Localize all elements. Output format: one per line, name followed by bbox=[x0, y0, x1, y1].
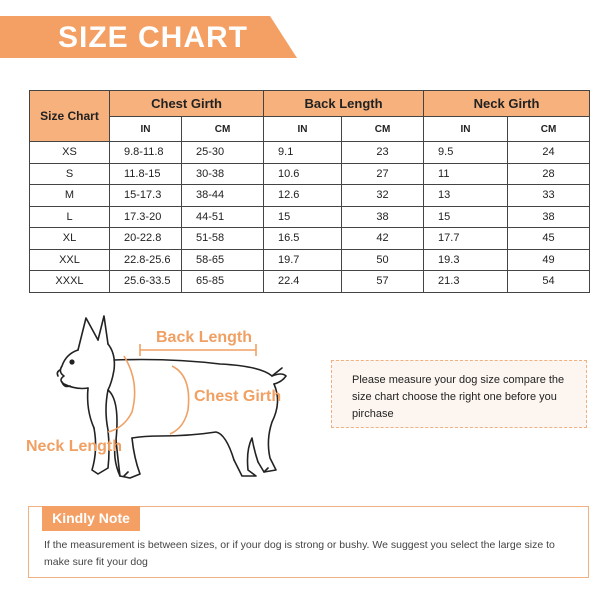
neck-cm-cell: 49 bbox=[508, 249, 590, 271]
back-in-cell: 15 bbox=[264, 206, 342, 228]
size-label: XL bbox=[30, 228, 110, 250]
chest-cm-cell: 44-51 bbox=[182, 206, 264, 228]
unit-cell: CM bbox=[182, 117, 264, 142]
unit-cell: IN bbox=[264, 117, 342, 142]
size-label: L bbox=[30, 206, 110, 228]
chest-cm-cell: 58-65 bbox=[182, 249, 264, 271]
neck-in-cell: 11 bbox=[424, 163, 508, 185]
chest-in-cell: 15-17.3 bbox=[110, 185, 182, 207]
chest-in-cell: 11.8-15 bbox=[110, 163, 182, 185]
kindly-note-title: Kindly Note bbox=[42, 506, 140, 531]
chest-cm-cell: 38-44 bbox=[182, 185, 264, 207]
table-row bbox=[30, 185, 590, 207]
neck-cm-cell: 28 bbox=[508, 163, 590, 185]
back-in-cell: 19.7 bbox=[264, 249, 342, 271]
back-cm-cell: 57 bbox=[342, 271, 424, 293]
size-chart-table bbox=[29, 90, 590, 293]
chest-cm-cell: 25-30 bbox=[182, 142, 264, 164]
chest-cm-cell: 30-38 bbox=[182, 163, 264, 185]
chest-in-cell: 9.8-11.8 bbox=[110, 142, 182, 164]
back-in-cell: 12.6 bbox=[264, 185, 342, 207]
size-label: XXXL bbox=[30, 271, 110, 293]
back-in-cell: 16.5 bbox=[264, 228, 342, 250]
neck-cm-cell: 45 bbox=[508, 228, 590, 250]
chest-in-cell: 22.8-25.6 bbox=[110, 249, 182, 271]
unit-cell: CM bbox=[342, 117, 424, 142]
chest-cm-cell: 65-85 bbox=[182, 271, 264, 293]
table-row bbox=[30, 206, 590, 228]
chest-girth-label: Chest Girth bbox=[194, 388, 282, 405]
unit-cell: IN bbox=[110, 117, 182, 142]
back-in-cell: 22.4 bbox=[264, 271, 342, 293]
back-in-cell: 9.1 bbox=[264, 142, 342, 164]
neck-in-cell: 17.7 bbox=[424, 228, 508, 250]
table-row bbox=[30, 249, 590, 271]
chest-in-cell: 20-22.8 bbox=[110, 228, 182, 250]
neck-cm-cell: 24 bbox=[508, 142, 590, 164]
unit-cell: CM bbox=[508, 117, 590, 142]
back-cm-cell: 32 bbox=[342, 185, 424, 207]
size-chart-corner: Size Chart bbox=[30, 91, 110, 142]
header-back-length: Back Length bbox=[264, 91, 424, 117]
table-row bbox=[30, 163, 590, 185]
table-row bbox=[30, 228, 590, 250]
unit-cell: IN bbox=[424, 117, 508, 142]
back-cm-cell: 27 bbox=[342, 163, 424, 185]
chest-in-cell: 25.6-33.5 bbox=[110, 271, 182, 293]
size-label: M bbox=[30, 185, 110, 207]
neck-in-cell: 21.3 bbox=[424, 271, 508, 293]
table-header-row bbox=[30, 91, 590, 117]
header-chest-girth: Chest Girth bbox=[110, 91, 264, 117]
measure-notice: Please measure your dog size compare the size chart choose the right one before you pirchase bbox=[331, 360, 587, 428]
neck-length-label: Neck Length bbox=[26, 438, 123, 455]
neck-in-cell: 13 bbox=[424, 185, 508, 207]
size-label: S bbox=[30, 163, 110, 185]
neck-in-cell: 9.5 bbox=[424, 142, 508, 164]
kindly-note-text: If the measurement is between sizes, or if your dog is strong or bushy. We suggest you select the large size to make sure fit your dog bbox=[44, 539, 555, 568]
page-title: SIZE CHART bbox=[58, 21, 248, 54]
table-row bbox=[30, 271, 590, 293]
back-cm-cell: 42 bbox=[342, 228, 424, 250]
back-cm-cell: 38 bbox=[342, 206, 424, 228]
size-label: XXL bbox=[30, 249, 110, 271]
header-neck-girth: Neck Girth bbox=[424, 91, 590, 117]
neck-cm-cell: 38 bbox=[508, 206, 590, 228]
back-in-cell: 10.6 bbox=[264, 163, 342, 185]
neck-in-cell: 19.3 bbox=[424, 249, 508, 271]
chest-in-cell: 17.3-20 bbox=[110, 206, 182, 228]
back-length-label: Back Length bbox=[156, 329, 253, 346]
table-row bbox=[30, 142, 590, 164]
size-label: XS bbox=[30, 142, 110, 164]
neck-cm-cell: 33 bbox=[508, 185, 590, 207]
back-cm-cell: 50 bbox=[342, 249, 424, 271]
neck-cm-cell: 54 bbox=[508, 271, 590, 293]
chest-cm-cell: 51-58 bbox=[182, 228, 264, 250]
neck-in-cell: 15 bbox=[424, 206, 508, 228]
back-cm-cell: 23 bbox=[342, 142, 424, 164]
table-unit-row bbox=[30, 117, 590, 142]
